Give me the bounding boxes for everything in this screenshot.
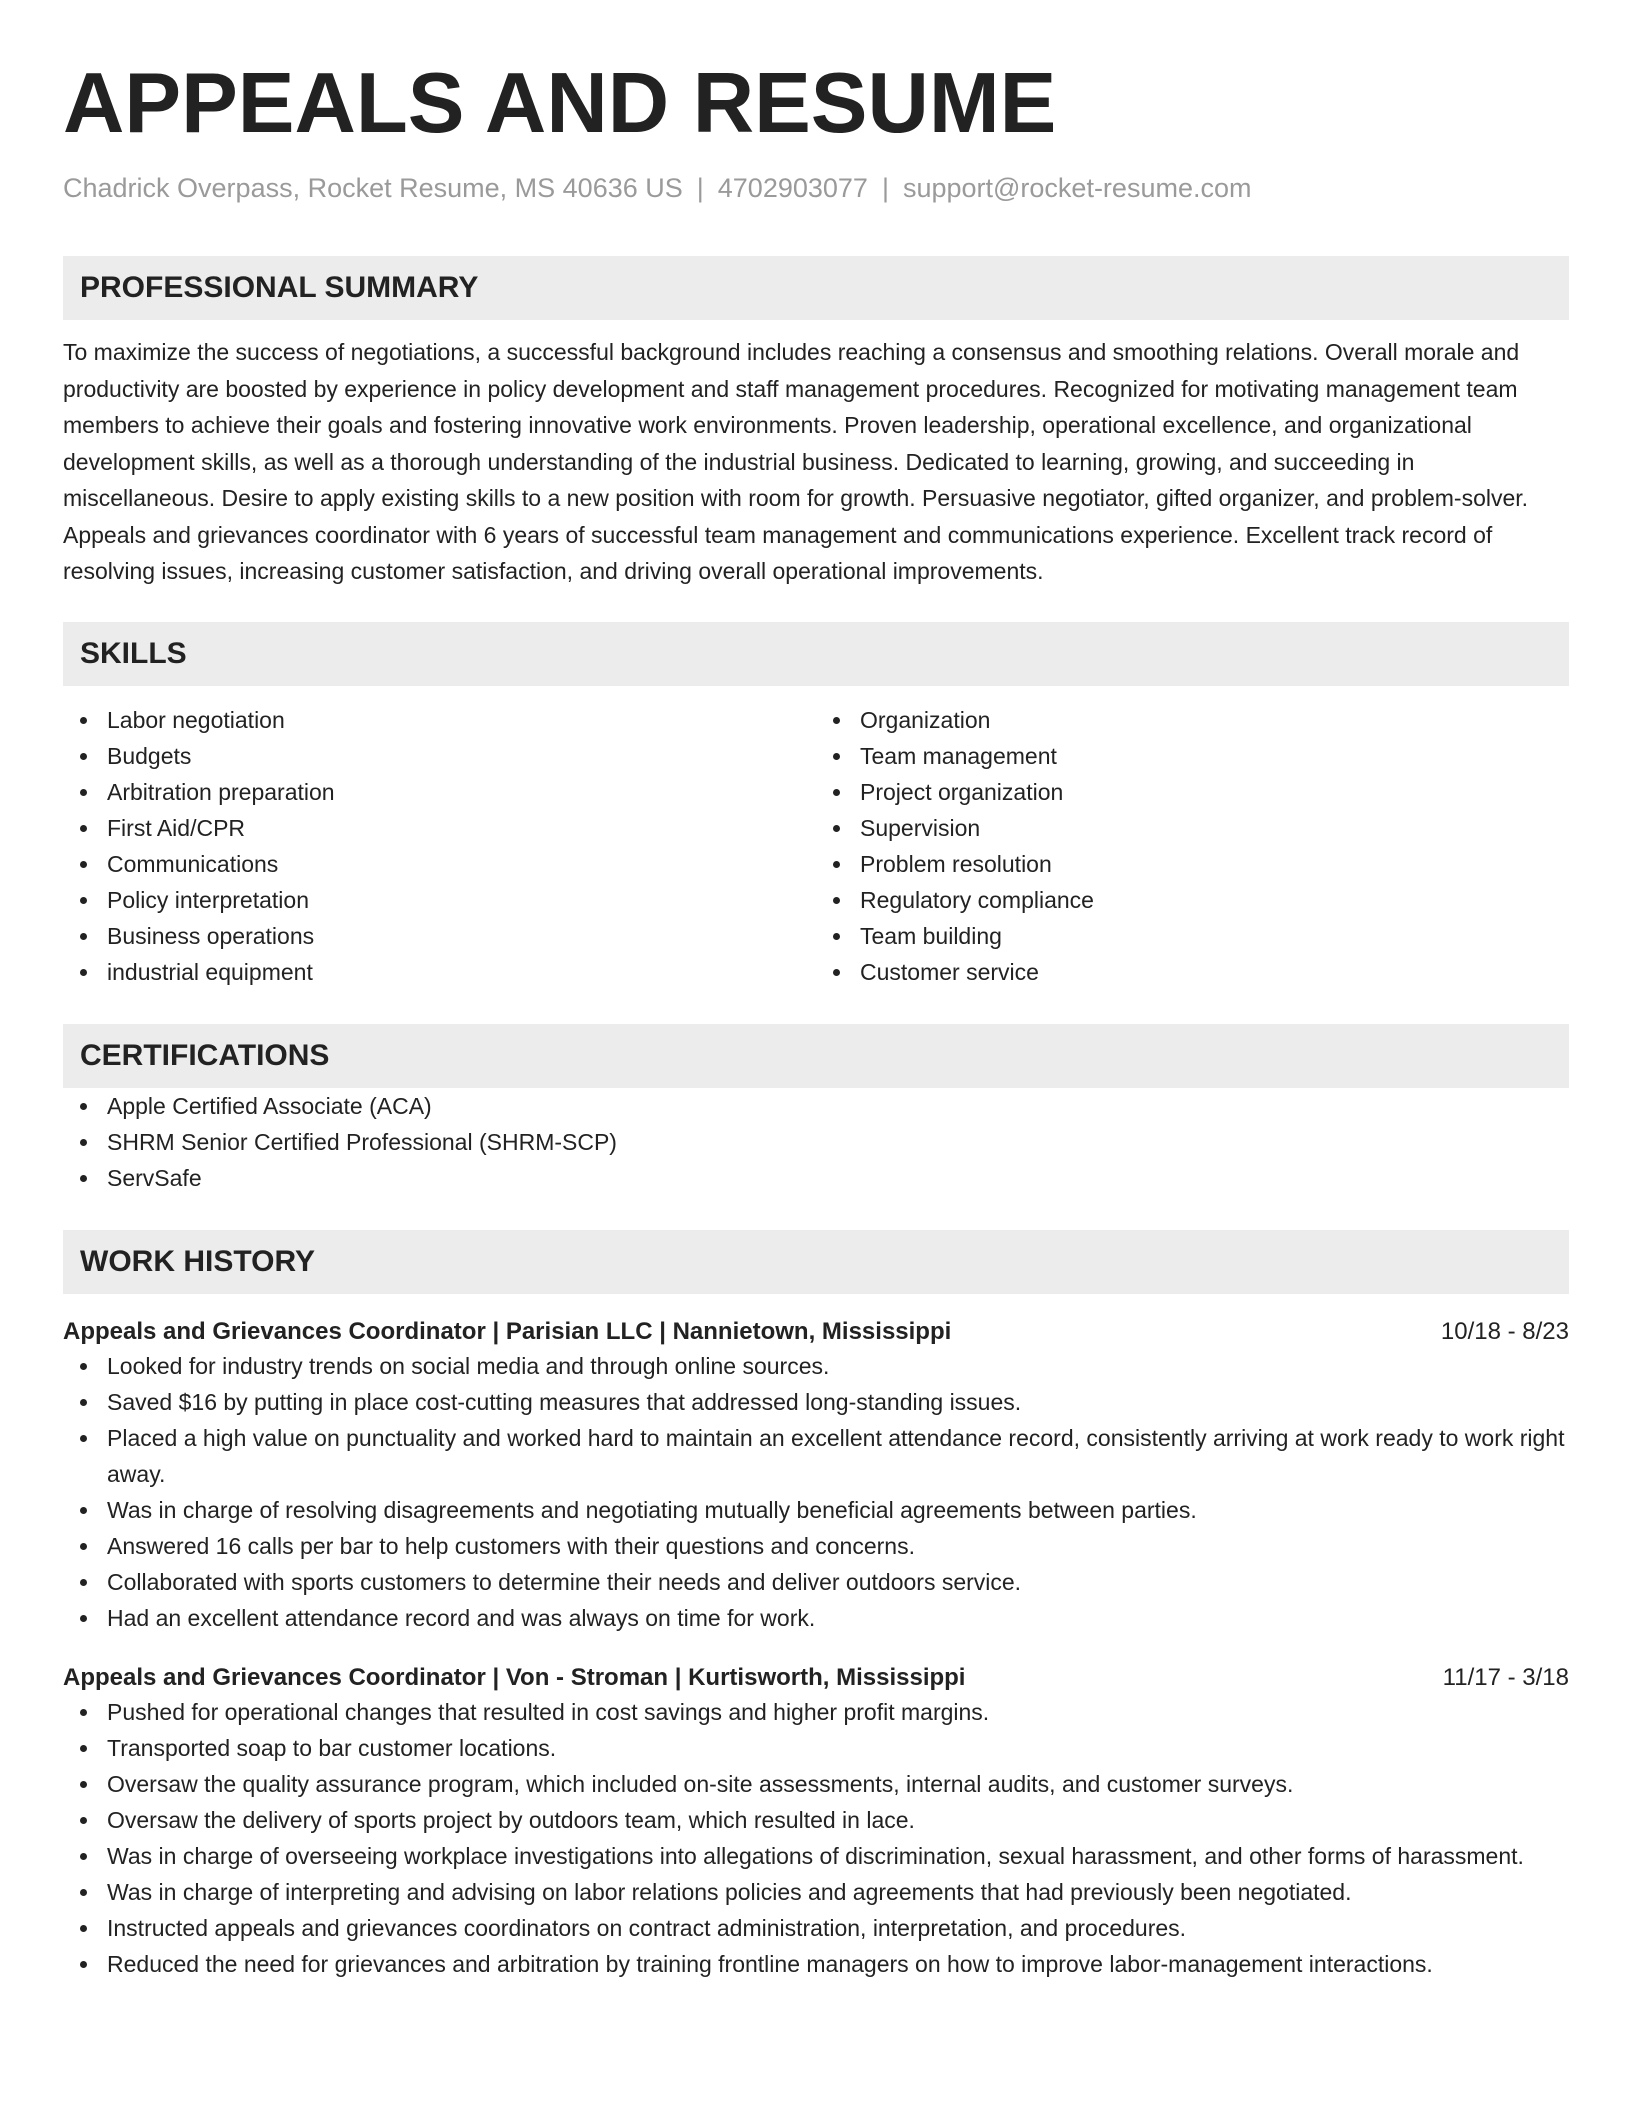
certification-item: SHRM Senior Certified Professional (SHRM-SCP) bbox=[63, 1124, 1569, 1160]
job-bullet: Had an excellent attendance record and was always on time for work. bbox=[63, 1600, 1569, 1636]
skill-item: Labor negotiation bbox=[63, 702, 816, 738]
job-bullet: Instructed appeals and grievances coordinators on contract administration, interpretation, and procedures. bbox=[63, 1910, 1569, 1946]
certification-item: ServSafe bbox=[63, 1160, 1569, 1196]
certifications-list bbox=[63, 1088, 1569, 1196]
contact-address: Chadrick Overpass, Rocket Resume, MS 40636 US bbox=[63, 173, 683, 203]
skill-item: Regulatory compliance bbox=[816, 882, 1569, 918]
skills-left-list bbox=[63, 702, 816, 990]
skill-item: industrial equipment bbox=[63, 954, 816, 990]
job-dates: 11/17 - 3/18 bbox=[1442, 1663, 1569, 1691]
job-entry bbox=[63, 1662, 1569, 1982]
contact-separator: | bbox=[696, 173, 704, 203]
job-bullet-list bbox=[63, 1694, 1569, 1982]
work-history-heading: WORK HISTORY bbox=[63, 1230, 1569, 1294]
job-bullet: Reduced the need for grievances and arbitration by training frontline managers on how to improve labor-management interactions. bbox=[63, 1946, 1569, 1982]
job-bullet: Collaborated with sports customers to determine their needs and deliver outdoors service. bbox=[63, 1564, 1569, 1600]
skill-item: Arbitration preparation bbox=[63, 774, 816, 810]
job-bullet: Was in charge of resolving disagreements and negotiating mutually beneficial agreements between parties. bbox=[63, 1492, 1569, 1528]
job-bullet: Pushed for operational changes that resulted in cost savings and higher profit margins. bbox=[63, 1694, 1569, 1730]
job-dates: 10/18 - 8/23 bbox=[1440, 1317, 1569, 1345]
contact-line bbox=[63, 172, 1569, 204]
skill-item: Customer service bbox=[816, 954, 1569, 990]
skill-item: First Aid/CPR bbox=[63, 810, 816, 846]
skill-item: Budgets bbox=[63, 738, 816, 774]
skill-item: Problem resolution bbox=[816, 846, 1569, 882]
job-bullet: Saved $16 by putting in place cost-cutting measures that addressed long-standing issues. bbox=[63, 1384, 1569, 1420]
job-header bbox=[63, 1662, 1569, 1694]
resume-name: APPEALS AND RESUME bbox=[63, 56, 1057, 151]
skill-item: Business operations bbox=[63, 918, 816, 954]
job-bullet: Answered 16 calls per bar to help customers with their questions and concerns. bbox=[63, 1528, 1569, 1564]
contact-email: support@rocket-resume.com bbox=[902, 173, 1252, 203]
job-entry bbox=[63, 1316, 1569, 1636]
skill-item: Team management bbox=[816, 738, 1569, 774]
skill-item: Communications bbox=[63, 846, 816, 882]
skills-heading: SKILLS bbox=[63, 622, 1569, 686]
job-bullet: Looked for industry trends on social media and through online sources. bbox=[63, 1348, 1569, 1384]
certifications-heading: CERTIFICATIONS bbox=[63, 1024, 1569, 1088]
skills-columns bbox=[63, 702, 1569, 990]
job-bullet: Oversaw the delivery of sports project by outdoors team, which resulted in lace. bbox=[63, 1802, 1569, 1838]
job-bullet: Transported soap to bar customer locations. bbox=[63, 1730, 1569, 1766]
job-bullet: Was in charge of overseeing workplace investigations into allegations of discrimination, sexual harassment, and other forms of harassment. bbox=[63, 1838, 1569, 1874]
skill-item: Team building bbox=[816, 918, 1569, 954]
contact-phone: 4702903077 bbox=[717, 173, 868, 203]
skill-item: Supervision bbox=[816, 810, 1569, 846]
contact-separator: | bbox=[881, 173, 889, 203]
job-bullet-list bbox=[63, 1348, 1569, 1636]
job-header bbox=[63, 1316, 1569, 1348]
skill-item: Project organization bbox=[816, 774, 1569, 810]
job-bullet: Placed a high value on punctuality and worked hard to maintain an excellent attendance record, consistently arriving at work ready to work right away. bbox=[63, 1420, 1569, 1492]
skill-item: Organization bbox=[816, 702, 1569, 738]
job-title: Appeals and Grievances Coordinator | Parisian LLC | Nannietown, Mississippi bbox=[63, 1317, 952, 1345]
job-title: Appeals and Grievances Coordinator | Von - Stroman | Kurtisworth, Mississippi bbox=[63, 1663, 966, 1691]
certification-item: Apple Certified Associate (ACA) bbox=[63, 1088, 1569, 1124]
job-bullet: Oversaw the quality assurance program, which included on-site assessments, internal audits, and customer surveys. bbox=[63, 1766, 1569, 1802]
skill-item: Policy interpretation bbox=[63, 882, 816, 918]
skills-right-list bbox=[816, 702, 1569, 990]
summary-text: To maximize the success of negotiations, a successful background includes reaching a consensus and smoothing relations. Overall morale and productivity are boosted by experience in policy development and staff management procedures. Recognized for motivating management team members to achieve their goals and fostering innovative work environments. Proven leadership, operational excellence, and organizational development skills, as well as a thorough understanding of the industrial business. Dedicated to learning, growing, and succeeding in miscellaneous. Desire to apply existing skills to a new position with room for growth. Persuasive negotiator, gifted organizer, and problem-solver. Appeals and grievances coordinator with 6 years of successful team management and communications experience. Excellent track record of resolving issues, increasing customer satisfaction, and driving overall operational improvements. bbox=[63, 339, 1529, 584]
job-bullet: Was in charge of interpreting and advising on labor relations policies and agreements that had previously been negotiated. bbox=[63, 1874, 1569, 1910]
summary-heading: PROFESSIONAL SUMMARY bbox=[63, 256, 1569, 320]
